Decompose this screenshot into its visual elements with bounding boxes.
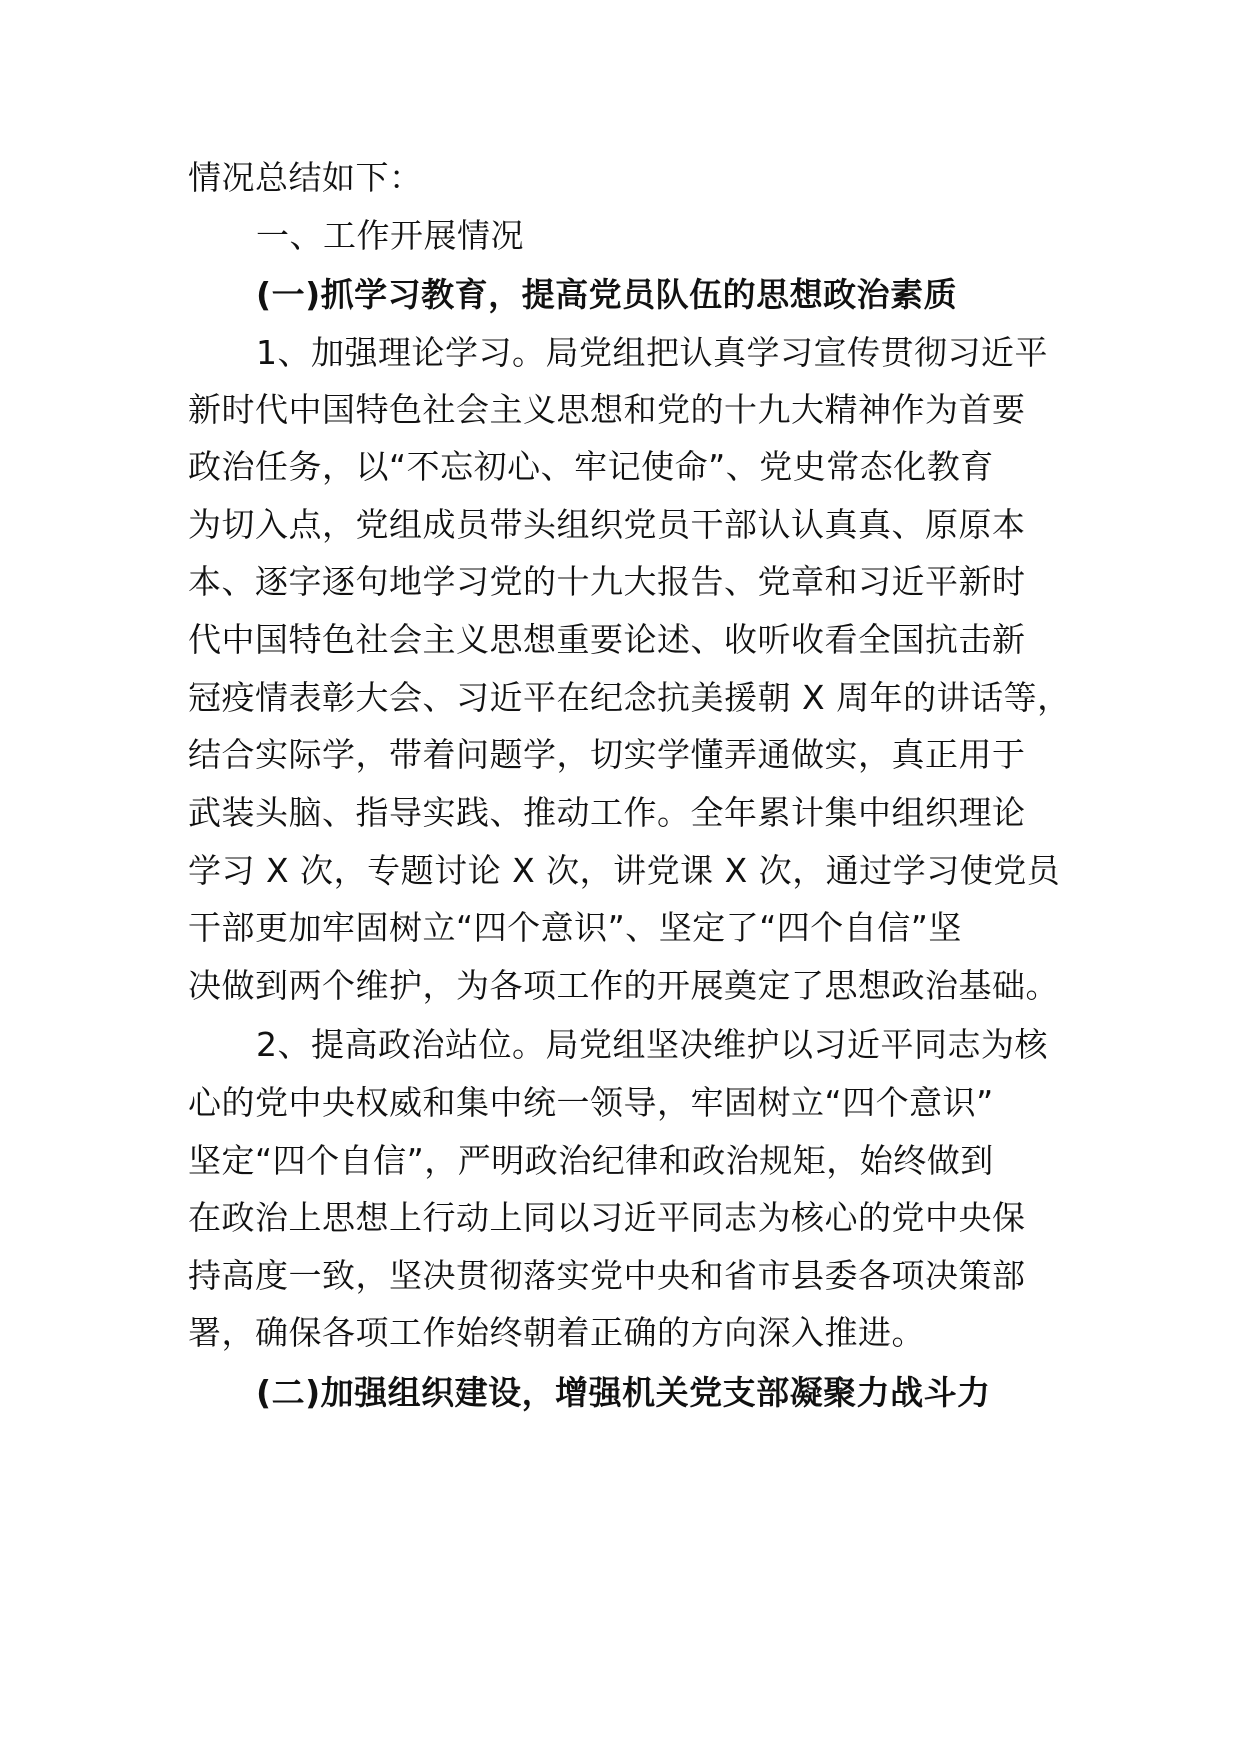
paragraph-line: 心的党中央权威和集中统一领导，牢固树立“四个意识”	[188, 1083, 994, 1122]
paragraph-line: 冠疫情表彰大会、习近平在纪念抗美援朝 X 周年的讲话等，	[188, 678, 1071, 717]
paragraph-line: 2、提高政治站位。局党组坚决维护以习近平同志为核	[256, 1025, 1048, 1064]
intro-text: 情况总结如下：	[188, 158, 423, 197]
paragraph-line: 结合实际学，带着问题学，切实学懂弄通做实，真正用于	[188, 735, 1026, 774]
paragraph-line: 代中国特色社会主义思想重要论述、收听收看全国抗击新	[188, 620, 1026, 659]
paragraph-line: 坚定“四个自信”，严明政治纪律和政治规矩，始终做到	[188, 1141, 994, 1180]
subsection-heading: (一)抓学习教育，提高党员队伍的思想政治素质	[256, 275, 958, 314]
paragraph-line: 干部更加牢固树立“四个意识”、坚定了“四个自信”坚	[188, 908, 962, 947]
paragraph-line: 在政治上思想上行动上同以习近平同志为核心的党中央保	[188, 1198, 1026, 1237]
paragraph-line: 1、加强理论学习。局党组把认真学习宣传贯彻习近平	[256, 333, 1048, 372]
section-heading: 一、工作开展情况	[256, 216, 524, 255]
paragraph-line: 署，确保各项工作始终朝着正确的方向深入推进。	[188, 1313, 925, 1352]
subsection-heading: (二)加强组织建设，增强机关党支部凝聚力战斗力	[256, 1373, 991, 1412]
paragraph-line: 持高度一致，坚决贯彻落实党中央和省市县委各项决策部	[188, 1256, 1026, 1295]
paragraph-line: 政治任务，以“不忘初心、牢记使命”、党史常态化教育	[188, 447, 994, 486]
paragraph-line: 决做到两个维护，为各项工作的开展奠定了思想政治基础。	[188, 966, 1059, 1005]
paragraph-line: 新时代中国特色社会主义思想和党的十九大精神作为首要	[188, 390, 1026, 429]
paragraph-line: 学习 X 次，专题讨论 X 次，讲党课 X 次，通过学习使党员	[188, 851, 1061, 890]
paragraph-line: 本、逐字逐句地学习党的十九大报告、党章和习近平新时	[188, 562, 1026, 601]
paragraph-line: 为切入点，党组成员带头组织党员干部认认真真、原原本	[188, 505, 1026, 544]
paragraph-line: 武装头脑、指导实践、推动工作。全年累计集中组织理论	[188, 793, 1026, 832]
